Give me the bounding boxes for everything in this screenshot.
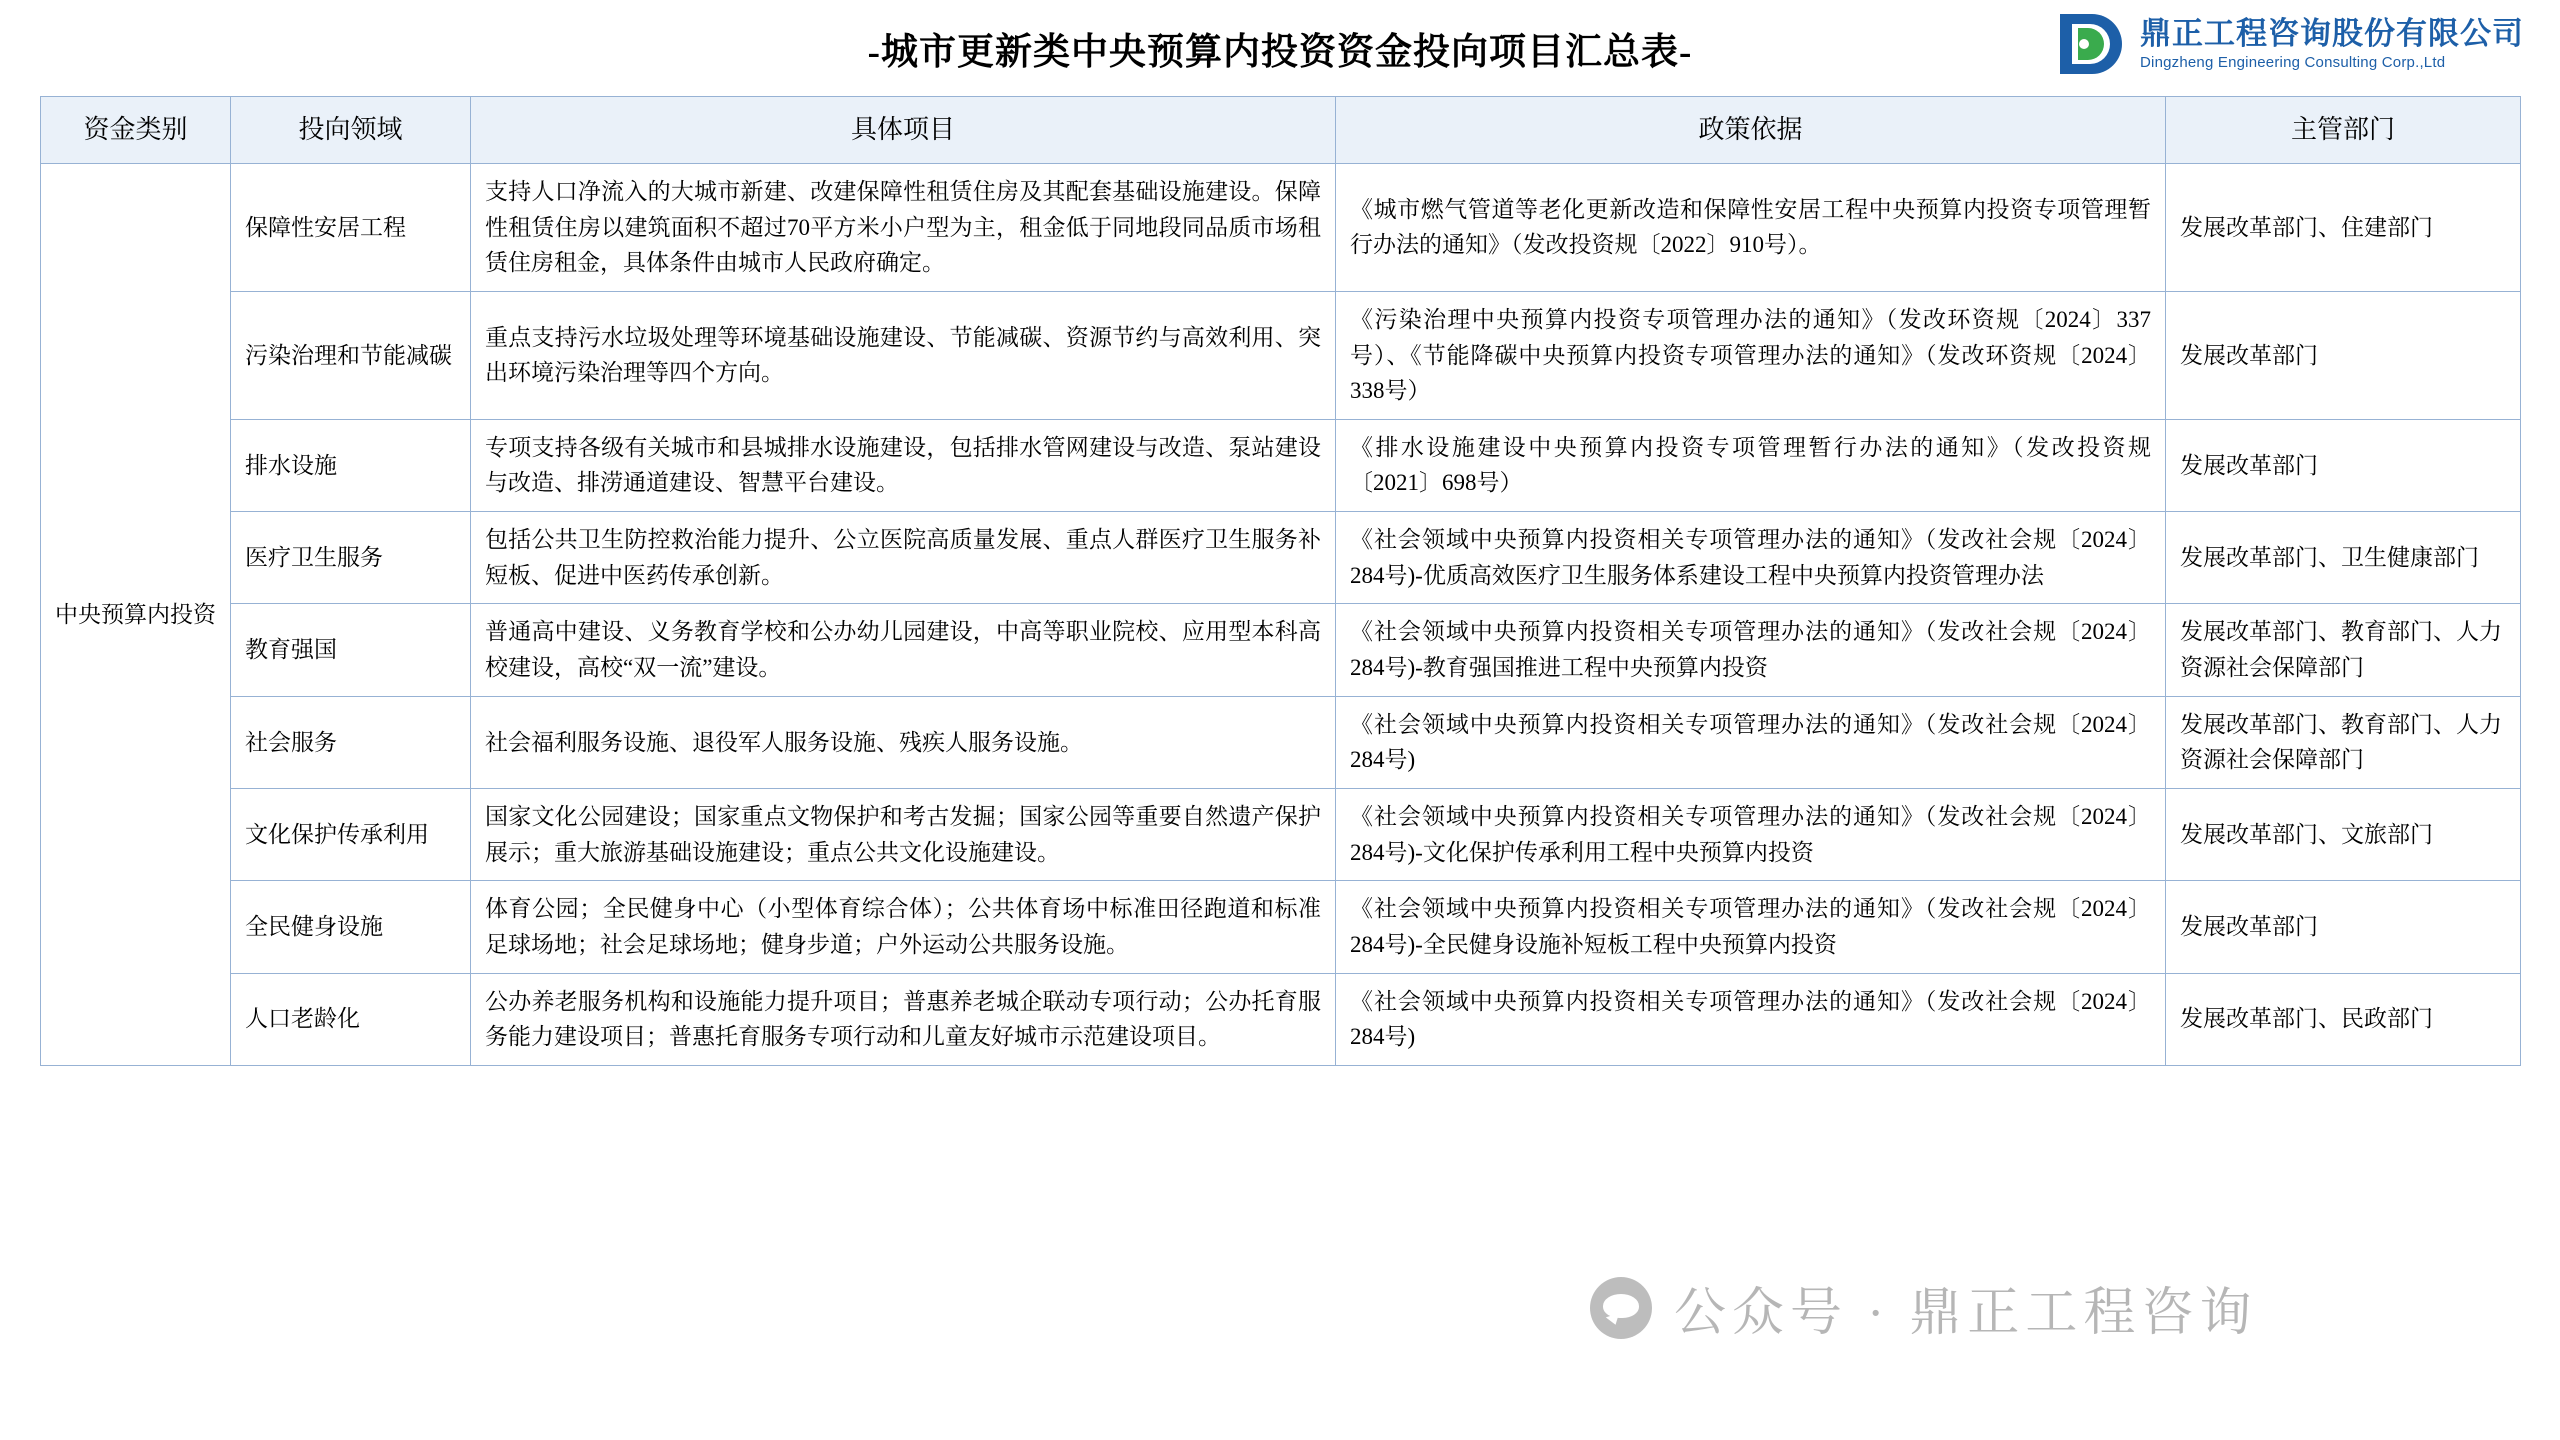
policy-cell: 《社会领域中央预算内投资相关专项管理办法的通知》（发改社会规〔2024〕284号) <box>1336 696 2166 788</box>
investment-summary-table <box>40 96 2521 1066</box>
field-cell: 教育强国 <box>231 604 471 696</box>
table-row <box>41 788 2521 880</box>
department-cell: 发展改革部门 <box>2166 291 2521 419</box>
table-row <box>41 604 2521 696</box>
policy-cell: 《社会领域中央预算内投资相关专项管理办法的通知》（发改社会规〔2024〕284号)-文化保护传承利用工程中央预算内投资 <box>1336 788 2166 880</box>
brand-text <box>2140 15 2524 73</box>
field-cell: 文化保护传承利用 <box>231 788 471 880</box>
department-cell: 发展改革部门 <box>2166 419 2521 511</box>
table-container <box>0 96 2560 1066</box>
watermark-text: 公众号 · 鼎正工程咨询 <box>1674 1285 2258 1342</box>
policy-cell: 《污染治理中央预算内投资专项管理办法的通知》（发改环资规〔2024〕337号）、《节能降碳中央预算内投资专项管理办法的通知》（发改环资规〔2024〕338号） <box>1336 291 2166 419</box>
policy-cell: 《排水设施建设中央预算内投资专项管理暂行办法的通知》（发改投资规〔2021〕698号） <box>1336 419 2166 511</box>
project-cell: 重点支持污水垃圾处理等环境基础设施建设、节能减碳、资源节约与高效利用、突出环境污染治理等四个方向。 <box>471 291 1336 419</box>
project-cell: 专项支持各级有关城市和县城排水设施建设，包括排水管网建设与改造、泵站建设与改造、排涝通道建设、智慧平台建设。 <box>471 419 1336 511</box>
department-cell: 发展改革部门、卫生健康部门 <box>2166 512 2521 604</box>
brand-name-en: Dingzheng Engineering Consulting Corp.,Ltd <box>2140 54 2446 71</box>
department-cell: 发展改革部门、文旅部门 <box>2166 788 2521 880</box>
department-cell: 发展改革部门、民政部门 <box>2166 973 2521 1065</box>
project-cell: 公办养老服务机构和设施能力提升项目；普惠养老城企联动专项行动；公办托育服务能力建设项目；普惠托育服务专项行动和儿童友好城市示范建设项目。 <box>471 973 1336 1065</box>
column-header-field: 投向领域 <box>231 97 471 164</box>
table-row <box>41 973 2521 1065</box>
project-cell: 包括公共卫生防控救治能力提升、公立医院高质量发展、重点人群医疗卫生服务补短板、促进中医药传承创新。 <box>471 512 1336 604</box>
table-row <box>41 164 2521 292</box>
page-header <box>0 0 2560 96</box>
field-cell: 污染治理和节能减碳 <box>231 291 471 419</box>
department-cell: 发展改革部门、教育部门、人力资源社会保障部门 <box>2166 604 2521 696</box>
department-cell: 发展改革部门、教育部门、人力资源社会保障部门 <box>2166 696 2521 788</box>
table-row <box>41 512 2521 604</box>
department-cell: 发展改革部门 <box>2166 881 2521 973</box>
dingzheng-logo-icon <box>2054 8 2126 80</box>
policy-cell: 《社会领域中央预算内投资相关专项管理办法的通知》（发改社会规〔2024〕284号)-教育强国推进工程中央预算内投资 <box>1336 604 2166 696</box>
field-cell: 人口老龄化 <box>231 973 471 1065</box>
project-cell: 体育公园；全民健身中心（小型体育综合体）；公共体育场中标准田径跑道和标准足球场地；社会足球场地；健身步道；户外运动公共服务设施。 <box>471 881 1336 973</box>
project-cell: 国家文化公园建设；国家重点文物保护和考古发掘；国家公园等重要自然遗产保护展示；重大旅游基础设施建设；重点公共文化设施建设。 <box>471 788 1336 880</box>
table-row <box>41 419 2521 511</box>
policy-cell: 《社会领域中央预算内投资相关专项管理办法的通知》（发改社会规〔2024〕284号) <box>1336 973 2166 1065</box>
project-cell: 社会福利服务设施、退役军人服务设施、残疾人服务设施。 <box>471 696 1336 788</box>
column-header-project: 具体项目 <box>471 97 1336 164</box>
department-cell: 发展改革部门、住建部门 <box>2166 164 2521 292</box>
column-header-fund-category: 资金类别 <box>41 97 231 164</box>
brand-name-cn: 鼎正工程咨询股份有限公司 <box>2140 16 2524 52</box>
table-row <box>41 881 2521 973</box>
company-brand <box>2054 8 2524 80</box>
field-cell: 全民健身设施 <box>231 881 471 973</box>
wechat-official-account-icon <box>1590 1277 1652 1339</box>
column-header-policy: 政策依据 <box>1336 97 2166 164</box>
field-cell: 排水设施 <box>231 419 471 511</box>
page-title: -城市更新类中央预算内投资资金投向项目汇总表- <box>867 32 1693 73</box>
table-row <box>41 696 2521 788</box>
policy-cell: 《社会领域中央预算内投资相关专项管理办法的通知》（发改社会规〔2024〕284号)-全民健身设施补短板工程中央预算内投资 <box>1336 881 2166 973</box>
field-cell: 保障性安居工程 <box>231 164 471 292</box>
table-row <box>41 291 2521 419</box>
fund-category-cell: 中央预算内投资 <box>41 164 231 1066</box>
project-cell: 支持人口净流入的大城市新建、改建保障性租赁住房及其配套基础设施建设。保障性租赁住房以建筑面积不超过70平方米小户型为主，租金低于同地段同品质市场租赁住房租金，具体条件由城市人民政府确定。 <box>471 164 1336 292</box>
policy-cell: 《社会领域中央预算内投资相关专项管理办法的通知》（发改社会规〔2024〕284号)-优质高效医疗卫生服务体系建设工程中央预算内投资管理办法 <box>1336 512 2166 604</box>
watermark <box>1590 1270 2257 1345</box>
field-cell: 社会服务 <box>231 696 471 788</box>
field-cell: 医疗卫生服务 <box>231 512 471 604</box>
policy-cell: 《城市燃气管道等老化更新改造和保障性安居工程中央预算内投资专项管理暂行办法的通知》（发改投资规〔2022〕910号）。 <box>1336 164 2166 292</box>
project-cell: 普通高中建设、义务教育学校和公办幼儿园建设，中高等职业院校、应用型本科高校建设，高校“双一流”建设。 <box>471 604 1336 696</box>
table-header-row <box>41 97 2521 164</box>
column-header-department: 主管部门 <box>2166 97 2521 164</box>
